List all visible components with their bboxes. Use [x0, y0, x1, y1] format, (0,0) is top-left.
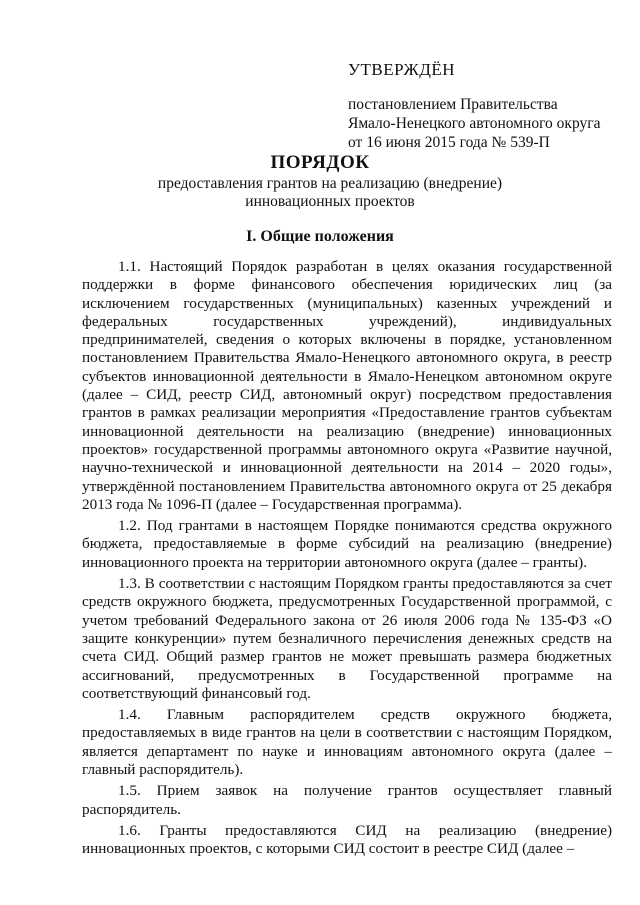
- approval-line: Ямало-Ненецкого автономного округа: [348, 115, 601, 132]
- approval-block: [348, 60, 628, 152]
- paragraph-1-2: 1.2. Под грантами в настоящем Порядке понимаются средства окружного бюджета, предоставляемые в форме субсидий на реализацию (внедрение) инновационного проекта на территории автономного округа (далее – гранты).: [82, 517, 612, 571]
- paragraph-1-1: 1.1. Настоящий Порядок разработан в целях оказания государственной поддержки в форме финансового обеспечения юридических лиц (за исключением государственных (муниципальных) казенных учреждений и федеральных государственных учреждений), индивидуальных предпринимателей, сведения о которых включены в порядке, установленном постановлением Правительства Ямало-Ненецкого автономного округа, в реестр субъектов инновационной деятельности в Ямало-Ненецком автономном округе (далее – СИД, реестр СИД, автономный округ) посредством предоставления грантов в рамках реализации мероприятия «Предоставление грантов субъектам инновационной деятельности на реализацию (внедрение) инновационных проектов» государственной программы автономного округа «Развитие научной, научно-технической и инновационной деятельности на 2014 – 2020 годы», утверждённой постановлением Правительства автономного округа от 25 декабря 2013 года № 1096-П (далее – Государственная программа).: [82, 258, 612, 513]
- approval-line: от 16 июня 2015 года № 539-П: [348, 134, 550, 151]
- document-subtitle: предоставления грантов на реализацию (внедрение) инновационных проектов: [157, 175, 503, 210]
- paragraph-1-4: 1.4. Главным распорядителем средств окружного бюджета, предоставляемых в виде грантов на цели в соответствии с настоящим Порядком, является департамент по науке и инновациям автономного округа (далее – главный распорядитель).: [82, 706, 612, 779]
- approval-heading: УТВЕРЖДЁН: [348, 60, 455, 79]
- paragraph-1-3: 1.3. В соответствии с настоящим Порядком гранты предоставляются за счет средств окружного бюджета, предусмотренных Государственной программой, с учетом требований Федерального закона от 26 июля 2006 года № 135-ФЗ «О защите конкуренции» путем безналичного перечисления денежных средств на счета СИД. Общий размер грантов не может превышать размера бюджетных ассигнований, предусмотренных в Государственной программе на соответствующий финансовый год.: [82, 575, 612, 702]
- paragraph-1-5: 1.5. Прием заявок на получение грантов осуществляет главный распорядитель.: [82, 782, 612, 818]
- section-title: I. Общие положения: [246, 228, 394, 245]
- approval-line: постановлением Правительства: [348, 96, 558, 113]
- paragraph-1-6: 1.6. Гранты предоставляются СИД на реализацию (внедрение) инновационных проектов, с которыми СИД состоит в реестре СИД (далее –: [82, 821, 612, 858]
- document-title: ПОРЯДОК: [270, 152, 370, 173]
- document-body: [82, 258, 612, 862]
